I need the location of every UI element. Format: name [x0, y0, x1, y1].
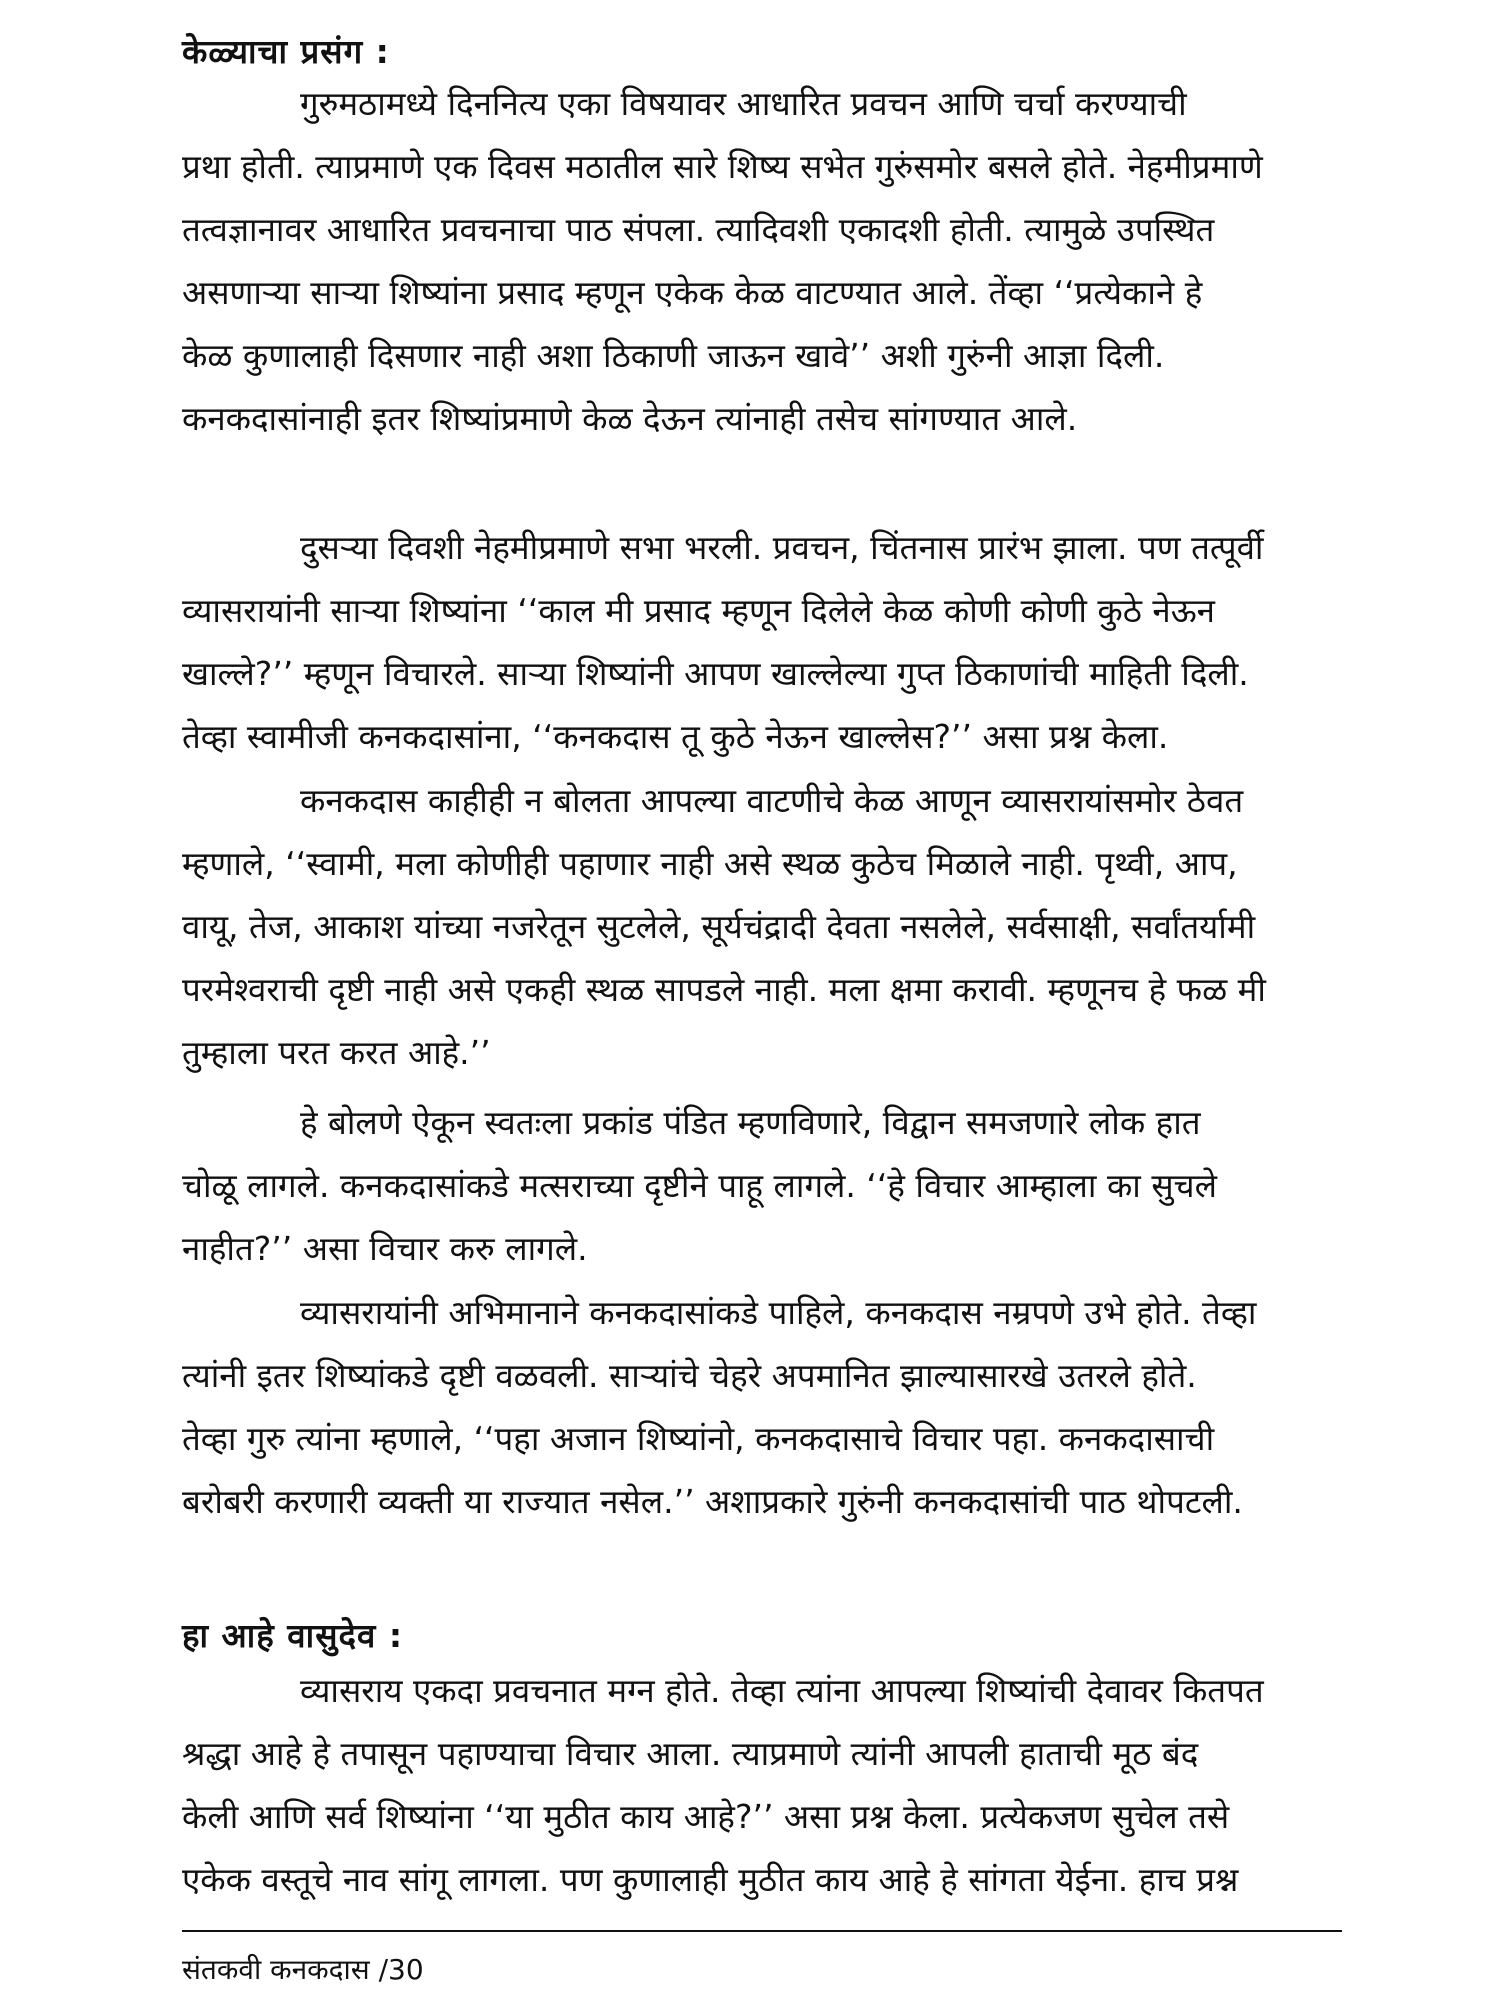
text-line: तेव्हा गुरु त्यांना म्हणाले, ‘‘पहा अजान शिष्यांनो, कनकदासाचे विचार पहा. कनकदासाची: [182, 1419, 1215, 1458]
text-line: कनकदासांनाही इतर शिष्यांप्रमाणे केळ देऊन त्यांनाही तसेच सांगण्यात आले.: [182, 399, 1078, 438]
text-line: चोळू लागले. कनकदासांकडे मत्सराच्या दृष्टीने पाहू लागले. ‘‘हे विचार आम्हाला का सुचले: [182, 1166, 1217, 1205]
paragraph-3: [182, 769, 1342, 1084]
text-line: एकेक वस्तूचे नाव सांगू लागला. पण कुणालाही मुठीत काय आहे हे सांगता येईना. हाच प्रश्न: [182, 1860, 1239, 1899]
text-line: खाल्ले?’’ म्हणून विचारले. साऱ्या शिष्यांनी आपण खाल्लेल्या गुप्त ठिकाणांची माहिती दिली.: [182, 654, 1249, 693]
text-line: गुरुमठामध्ये दिननित्य एका विषयावर आधारित प्रवचन आणि चर्चा करण्याची: [300, 84, 1187, 123]
text-line: त्यांनी इतर शिष्यांकडे दृष्टी वळवली. साऱ्यांचे चेहरे अपमानित झाल्यासारखे उतरले होते.: [182, 1356, 1197, 1395]
text-line: तुम्हाला परत करत आहे.’’: [182, 1033, 491, 1072]
section-heading-this-is-vasudev: हा आहे वासुदेव :: [182, 1616, 404, 1655]
paragraph-4: [182, 1091, 1342, 1280]
text-line: केळ कुणालाही दिसणार नाही अशा ठिकाणी जाऊन खावे’’ अशी गुरुंनी आज्ञा दिली.: [182, 336, 1165, 375]
text-line: वायू, तेज, आकाश यांच्या नजरेतून सुटलेले, सूर्यचंद्रादी देवता नसलेले, सर्वसाक्षी, सर्वांतर्यामी: [182, 907, 1256, 946]
text-line: दुसऱ्या दिवशी नेहमीप्रमाणे सभा भरली. प्रवचन, चिंतनास प्रारंभ झाला. पण तत्पूर्वी: [300, 528, 1264, 567]
text-line: हे बोलणे ऐकून स्वतःला प्रकांड पंडित म्हणविणारे, विद्वान समजणारे लोक हात: [300, 1103, 1201, 1142]
paragraph-6: [182, 1659, 1342, 1911]
paragraph-2: [182, 516, 1342, 768]
text-line: व्यासरायांनी अभिमानाने कनकदासांकडे पाहिले, कनकदास नम्रपणे उभे होते. तेव्हा: [300, 1293, 1257, 1332]
text-line: कनकदास काहीही न बोलता आपल्या वाटणीचे केळ आणून व्यासरायांसमोर ठेवत: [300, 781, 1244, 820]
text-line: व्यासराय एकदा प्रवचनात मग्न होते. तेव्हा त्यांना आपल्या शिष्यांची देवावर कितपत: [300, 1671, 1264, 1710]
text-line: परमेश्वराची दृष्टी नाही असे एकही स्थळ सापडले नाही. मला क्षमा करावी. म्हणूनच हे फळ मी: [182, 970, 1266, 1009]
text-line: तेव्हा स्वामीजी कनकदासांना, ‘‘कनकदास तू कुठे नेऊन खाल्लेस?’’ असा प्रश्न केला.: [182, 717, 1169, 756]
text-line: श्रद्धा आहे हे तपासून पहाण्याचा विचार आला. त्याप्रमाणे त्यांनी आपली हाताची मूठ बंद: [182, 1734, 1199, 1773]
text-line: व्यासरायांनी साऱ्या शिष्यांना ‘‘काल मी प्रसाद म्हणून दिलेले केळ कोणी कोणी कुठे नेऊन: [182, 591, 1215, 630]
text-line: असणाऱ्या साऱ्या शिष्यांना प्रसाद म्हणून एकेक केळ वाटण्यात आले. तेंव्हा ‘‘प्रत्येकाने हे: [182, 273, 1203, 312]
page-footer: संतकवी कनकदास /30: [182, 1953, 424, 1986]
text-line: नाहीत?’’ असा विचार करु लागले.: [182, 1229, 588, 1268]
paragraph-1: [182, 72, 1342, 450]
text-line: प्रथा होती. त्याप्रमाणे एक दिवस मठातील सारे शिष्य सभेत गुरुंसमोर बसले होते. नेहमीप्रमाणे: [182, 147, 1263, 186]
paragraph-5: [182, 1281, 1342, 1533]
text-line: बरोबरी करणारी व्यक्ती या राज्यात नसेल.’’ अशाप्रकारे गुरुंनी कनकदासांची पाठ थोपटली.: [182, 1482, 1243, 1521]
footer-divider: [182, 1930, 1342, 1932]
text-line: केली आणि सर्व शिष्यांना ‘‘या मुठीत काय आहे?’’ असा प्रश्न केला. प्रत्येकजण सुचेल तसे: [182, 1797, 1230, 1836]
text-line: तत्वज्ञानावर आधारित प्रवचनाचा पाठ संपला. त्यादिवशी एकादशी होती. त्यामुळे उपस्थित: [182, 210, 1215, 249]
section-heading-banana-episode: केळ्याचा प्रसंग :: [182, 32, 390, 71]
text-line: म्हणाले, ‘‘स्वामी, मला कोणीही पहाणार नाही असे स्थळ कुठेच मिळाले नाही. पृथ्वी, आप,: [182, 844, 1238, 883]
